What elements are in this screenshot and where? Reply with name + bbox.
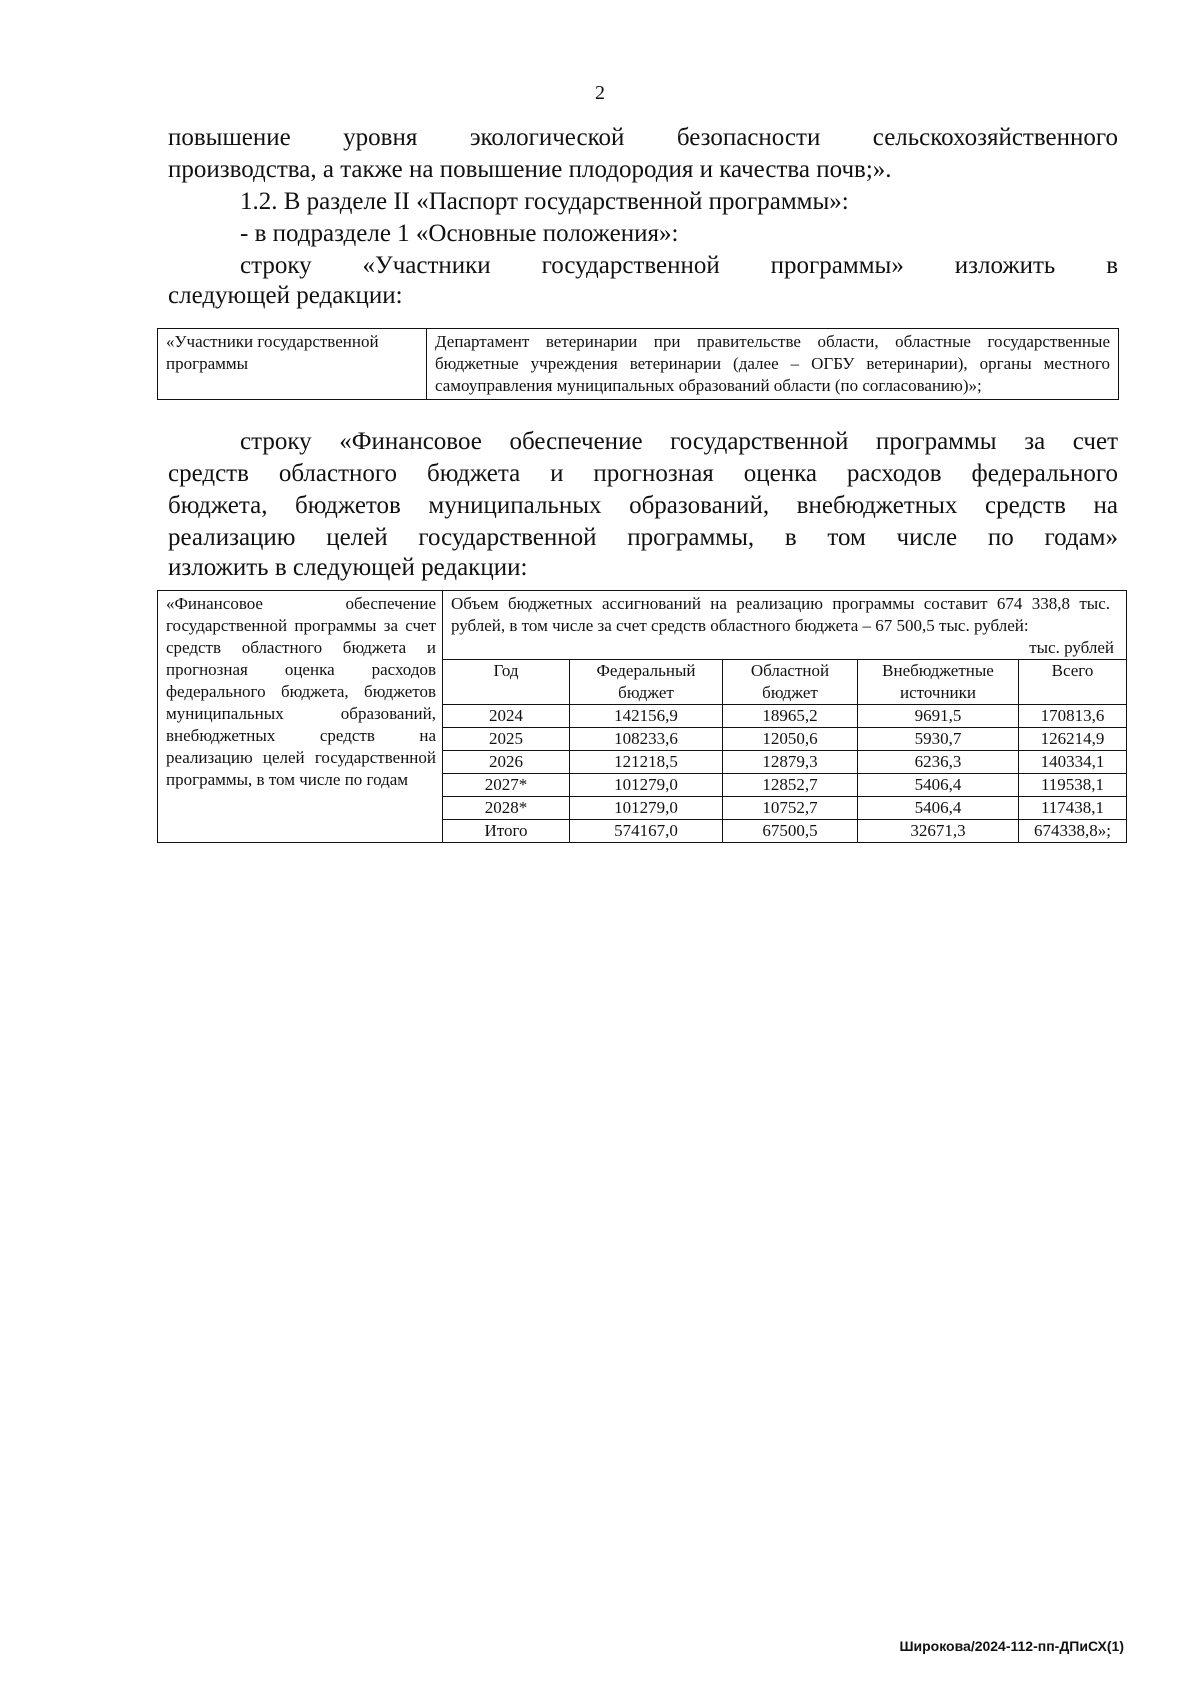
paragraph-line: строку «Участники государственной программы» изложить в	[240, 252, 1118, 279]
page-number: 2	[595, 82, 605, 104]
budget-header-row	[443, 660, 1126, 705]
cell-total: 117438,1	[1019, 797, 1127, 820]
table-row	[443, 774, 1126, 797]
cell-extrabudgetary: 6236,3	[858, 751, 1019, 774]
paragraph-line: строку «Финансовое обеспечение государственной программы за счет	[240, 428, 1118, 455]
cell-total: 674338,8»;	[1019, 820, 1127, 843]
financing-label-cell: «Финансовое обеспечение государственной программы за счет средств областного бюджета и прогнозная оценка расходов федерального бюджета, бюджетов муниципальных образований, внебюджетных средств на реализацию целей государственной программы, в том числе по годам	[158, 591, 443, 843]
header-regional: Областной бюджет	[723, 660, 858, 705]
cell-federal: 101279,0	[570, 797, 723, 820]
cell-extrabudgetary: 5930,7	[858, 728, 1019, 751]
cell-total: 119538,1	[1019, 774, 1127, 797]
cell-regional: 12852,7	[723, 774, 858, 797]
cell-total: 140334,1	[1019, 751, 1127, 774]
header-extrabudgetary: Внебюджетные источники	[858, 660, 1019, 705]
cell-year: 2026	[443, 751, 570, 774]
subsection-heading: - в подразделе 1 «Основные положения»:	[240, 220, 679, 247]
participants-label-cell: «Участники государственной программы	[158, 329, 427, 400]
cell-extrabudgetary: 5406,4	[858, 774, 1019, 797]
cell-regional: 18965,2	[723, 705, 858, 728]
header-year: Год	[443, 660, 570, 705]
header-federal: Федеральный бюджет	[570, 660, 723, 705]
cell-total: 170813,6	[1019, 705, 1127, 728]
cell-year: 2024	[443, 705, 570, 728]
paragraph-line: следующей редакции:	[168, 282, 403, 309]
cell-year: Итого	[443, 820, 570, 843]
paragraph-line: изложить в следующей редакции:	[168, 554, 528, 581]
paragraph-line: реализацию целей государственной программы, в том числе по годам»	[168, 524, 1118, 551]
document-footer-code: Широкова/2024-112-пп-ДПиСХ(1)	[899, 1638, 1124, 1654]
cell-extrabudgetary: 5406,4	[858, 797, 1019, 820]
cell-extrabudgetary: 32671,3	[858, 820, 1019, 843]
cell-federal: 142156,9	[570, 705, 723, 728]
paragraph-line: бюджета, бюджетов муниципальных образований, внебюджетных средств на	[168, 492, 1118, 519]
cell-total: 126214,9	[1019, 728, 1127, 751]
section-heading: 1.2. В разделе II «Паспорт государственной программы»:	[240, 188, 849, 215]
paragraph-line: повышение уровня экологической безопасности сельскохозяйственного	[168, 124, 1118, 151]
financing-table	[157, 590, 1127, 843]
table-row	[443, 705, 1126, 728]
cell-federal: 101279,0	[570, 774, 723, 797]
cell-regional: 12879,3	[723, 751, 858, 774]
participants-value-cell: Департамент ветеринарии при правительстве области, областные государственные бюджетные учреждения ветеринарии (далее – ОГБУ ветеринарии), органы местного самоуправления муниципальных образований области (по согласованию)»;	[427, 329, 1119, 400]
table-row	[443, 728, 1126, 751]
paragraph-line: средств областного бюджета и прогнозная оценка расходов федерального	[168, 460, 1118, 487]
financing-value-cell	[443, 591, 1127, 843]
cell-regional: 10752,7	[723, 797, 858, 820]
cell-year: 2027*	[443, 774, 570, 797]
cell-federal: 121218,5	[570, 751, 723, 774]
financing-intro: Объем бюджетных ассигнований на реализацию программы составит 674 338,8 тыс. рублей, в том числе за счет средств областного бюджета – 67 500,5 тыс. рублей:	[451, 594, 1110, 635]
cell-regional: 67500,5	[723, 820, 858, 843]
cell-federal: 108233,6	[570, 728, 723, 751]
unit-label: тыс. рублей	[1029, 638, 1114, 657]
cell-extrabudgetary: 9691,5	[858, 705, 1019, 728]
cell-year: 2028*	[443, 797, 570, 820]
table-row	[443, 797, 1126, 820]
budget-table	[443, 659, 1126, 842]
header-total: Всего	[1019, 660, 1127, 705]
cell-regional: 12050,6	[723, 728, 858, 751]
cell-year: 2025	[443, 728, 570, 751]
cell-federal: 574167,0	[570, 820, 723, 843]
paragraph-line: производства, а также на повышение плодородия и качества почв;».	[168, 156, 892, 183]
table-row	[443, 751, 1126, 774]
total-row	[443, 820, 1126, 843]
participants-table	[157, 328, 1119, 400]
